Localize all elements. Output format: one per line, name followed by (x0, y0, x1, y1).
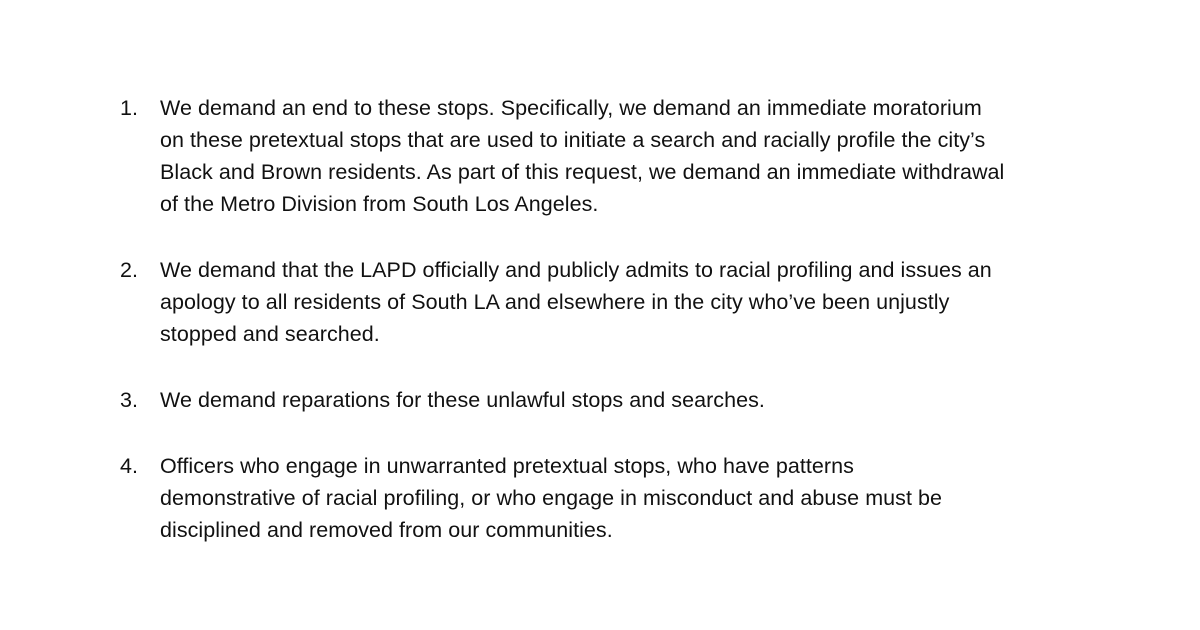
demand-item-3 (120, 384, 1080, 416)
demand-text-4 (160, 450, 1080, 546)
demand-2-line-3: stopped and searched. (160, 322, 380, 346)
demand-text-2 (160, 254, 1080, 350)
demand-1-line-1: We demand an end to these stops. Specifically, we demand an immediate moratorium (160, 96, 982, 120)
demands-list (120, 92, 1080, 580)
demand-item-1 (120, 92, 1080, 220)
demand-4-line-1: Officers who engage in unwarranted pretextual stops, who have patterns (160, 454, 854, 478)
demand-1-line-4: of the Metro Division from South Los Angeles. (160, 192, 599, 216)
demand-1-line-2: on these pretextual stops that are used to initiate a search and racially profile the city’s (160, 128, 986, 152)
demand-1-line-3: Black and Brown residents. As part of this request, we demand an immediate withdrawal (160, 160, 1005, 184)
demand-number-1: 1. (120, 96, 139, 120)
demand-text-3 (160, 384, 1080, 416)
demand-number-2: 2. (120, 258, 139, 282)
demand-3-line-1: We demand reparations for these unlawful stops and searches. (160, 388, 765, 412)
demand-text-1 (160, 92, 1080, 220)
demand-item-2 (120, 254, 1080, 350)
demand-4-line-2: demonstrative of racial profiling, or who engage in misconduct and abuse must be (160, 486, 943, 510)
demand-2-line-2: apology to all residents of South LA and elsewhere in the city who’ve been unjustly (160, 290, 950, 314)
demand-item-4 (120, 450, 1080, 546)
demand-number-3: 3. (120, 388, 139, 412)
demand-2-line-1: We demand that the LAPD officially and publicly admits to racial profiling and issues an (160, 258, 992, 282)
demand-4-line-3: disciplined and removed from our communities. (160, 518, 613, 542)
demand-number-4: 4. (120, 454, 139, 478)
